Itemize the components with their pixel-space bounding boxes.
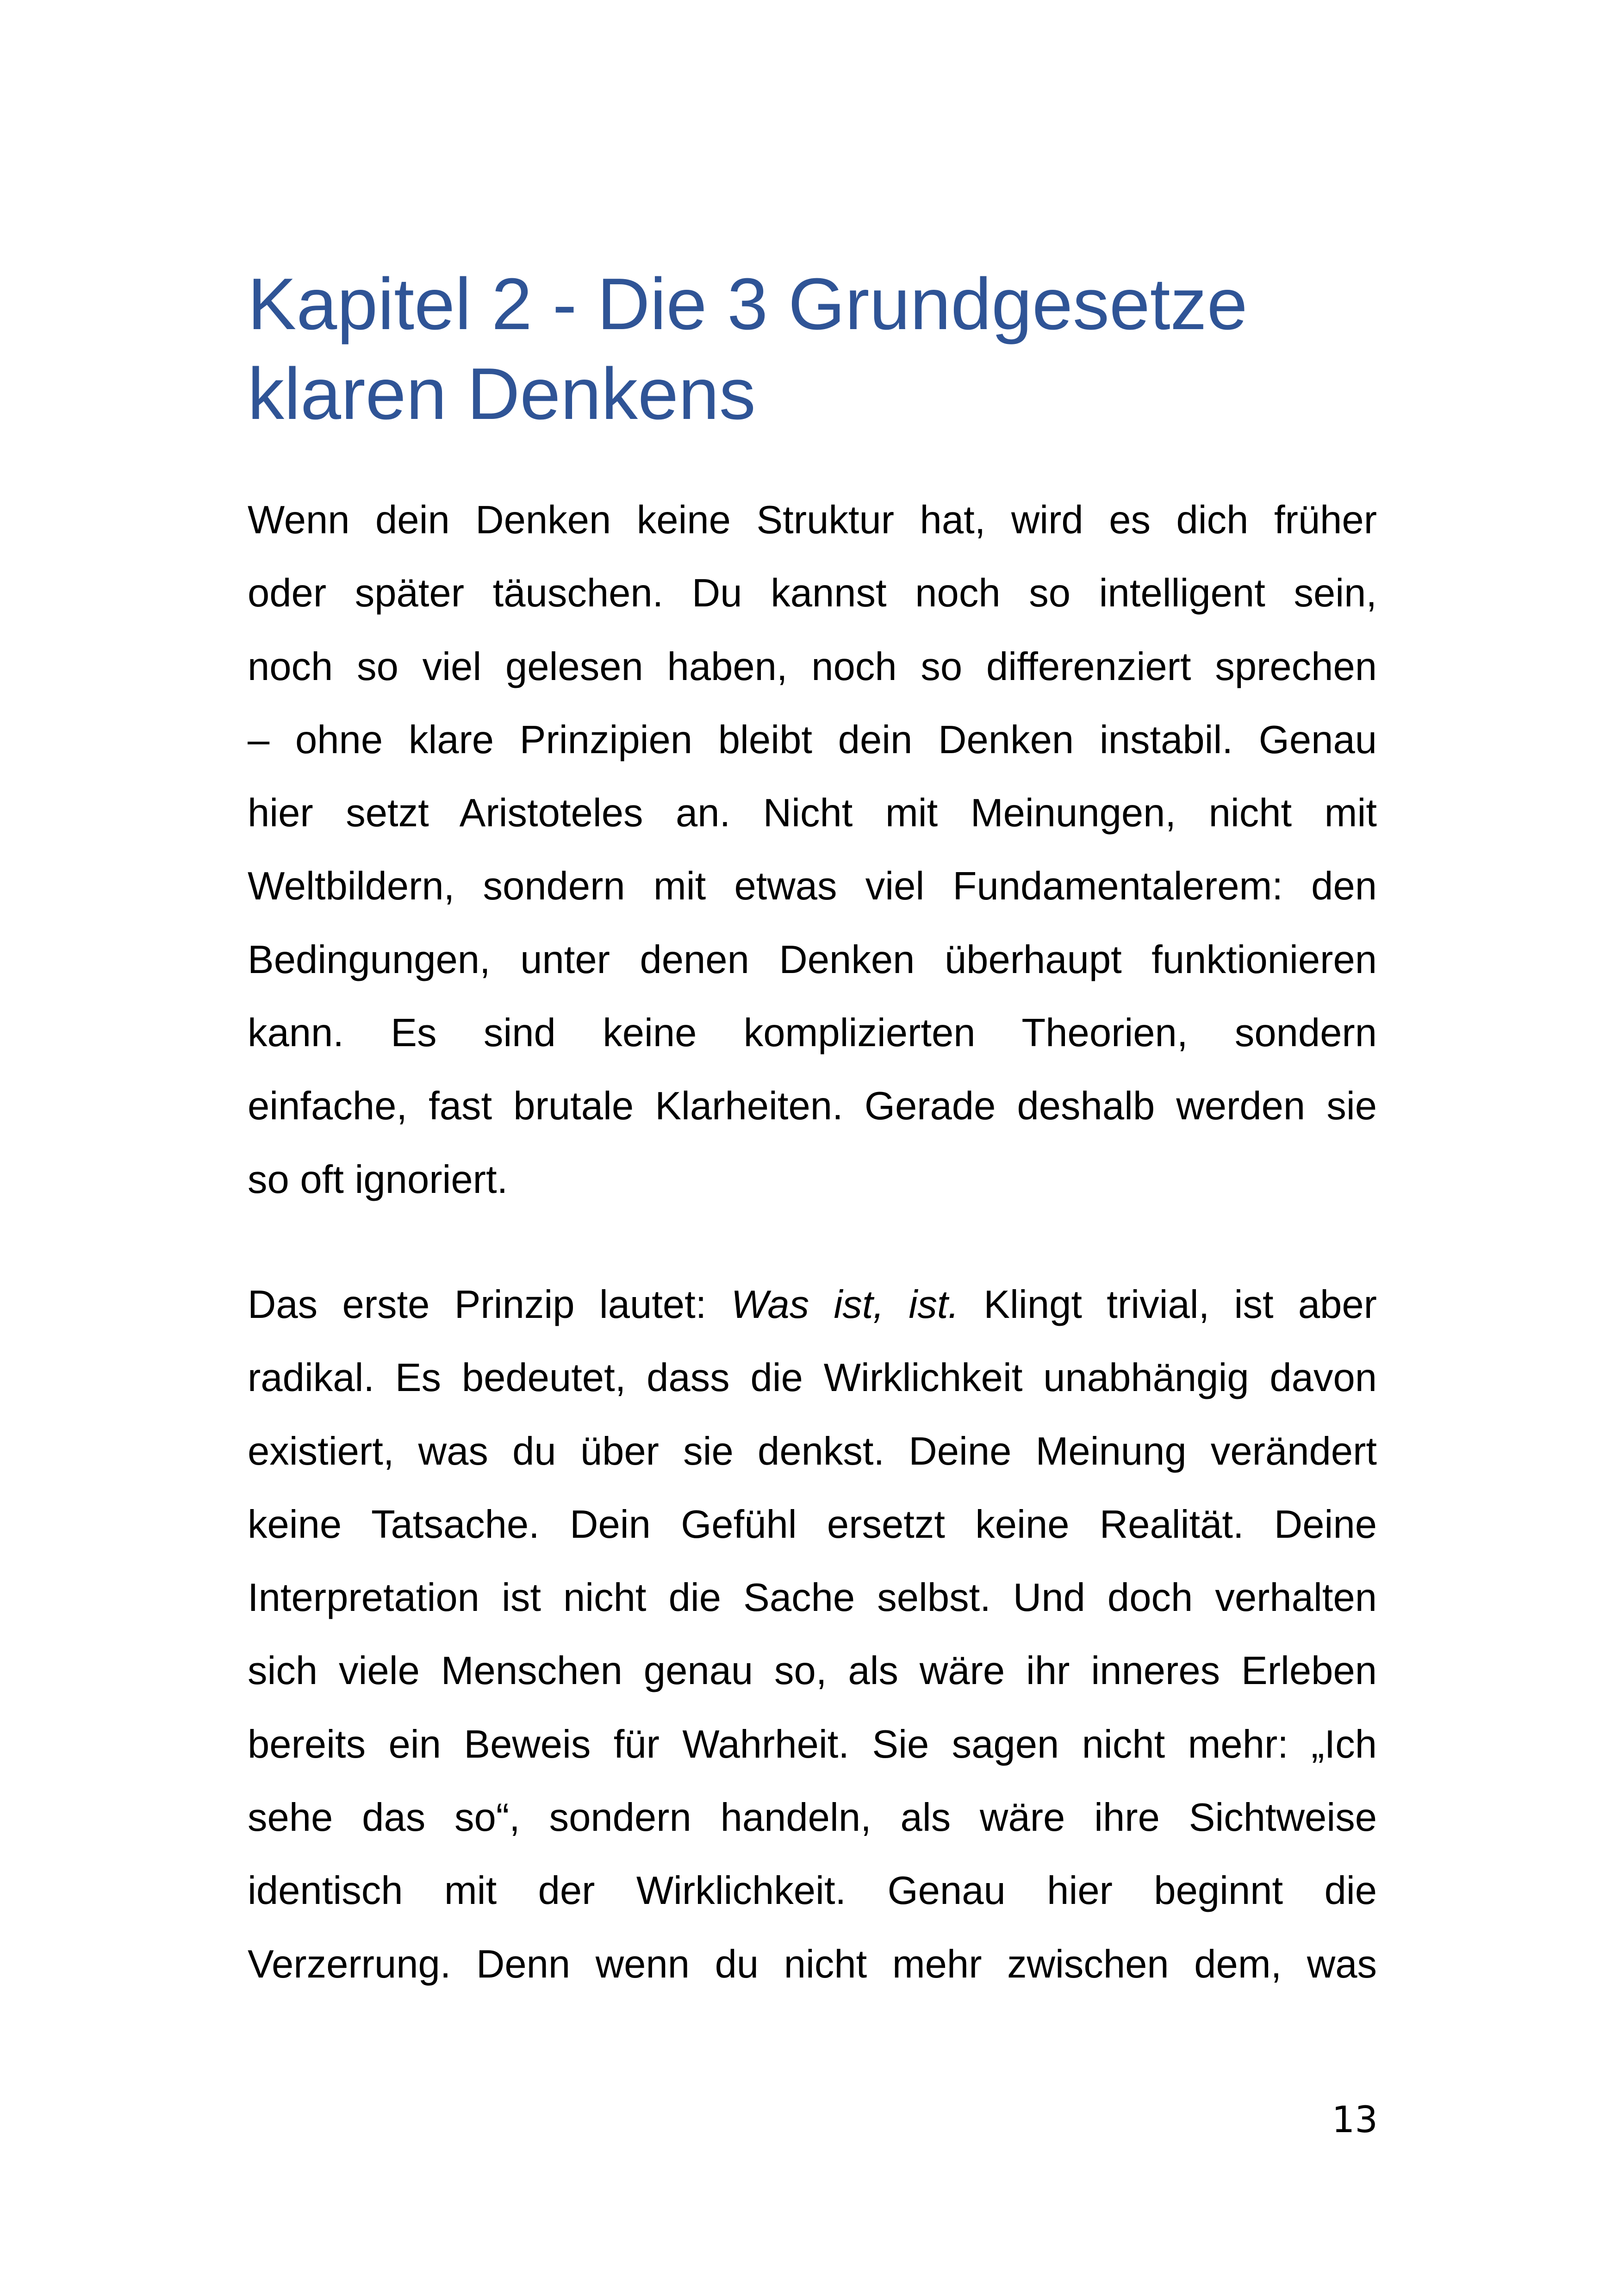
text-line: existiert, was du über sie denkst. Deine Meinung verändert	[248, 1429, 1377, 1473]
paragraph-1	[248, 484, 1377, 1217]
page-number: 13	[1332, 2099, 1378, 2141]
chapter-heading	[248, 259, 1382, 439]
text-line: radikal. Es bedeutet, dass die Wirklichkeit unabhängig davon	[248, 1356, 1377, 1400]
text-line: keine Tatsache. Dein Gefühl ersetzt keine Realität. Deine	[248, 1502, 1377, 1547]
text-line	[248, 1268, 1377, 1341]
text-line: – ohne klare Prinzipien bleibt dein Denken instabil. Genau	[248, 718, 1377, 762]
text-line: Verzerrung. Denn wenn du nicht mehr zwischen dem, was	[248, 1942, 1377, 1986]
text-line: Weltbildern, sondern mit etwas viel Fundamentalerem: den	[248, 864, 1377, 909]
text-run: Klingt trivial, ist aber	[959, 1283, 1377, 1327]
text-line: oder später täuschen. Du kannst noch so intelligent sein,	[248, 571, 1377, 616]
text-run: Das erste Prinzip lautet:	[248, 1283, 731, 1327]
paragraph-2	[248, 1268, 1377, 2001]
text-line: noch so viel gelesen haben, noch so differenziert sprechen	[248, 644, 1377, 689]
text-line: so oft ignoriert.	[248, 1157, 508, 1202]
text-line: kann. Es sind keine komplizierten Theorien, sondern	[248, 1011, 1377, 1055]
text-line: bereits ein Beweis für Wahrheit. Sie sagen nicht mehr: „Ich	[248, 1722, 1377, 1766]
text-line: sich viele Menschen genau so, als wäre ihr inneres Erleben	[248, 1649, 1377, 1693]
chapter-heading-line: klaren Denkens	[248, 353, 756, 435]
text-line: identisch mit der Wirklichkeit. Genau hier beginnt die	[248, 1869, 1377, 1913]
text-line: Bedingungen, unter denen Denken überhaupt funktionieren	[248, 937, 1377, 982]
text-line: Wenn dein Denken keine Struktur hat, wird es dich früher	[248, 498, 1377, 542]
text-line: hier setzt Aristoteles an. Nicht mit Meinungen, nicht mit	[248, 791, 1377, 836]
text-line: einfache, fast brutale Klarheiten. Gerade deshalb werden sie	[248, 1084, 1377, 1129]
chapter-heading-line: Kapitel 2 - Die 3 Grundgesetze	[248, 263, 1248, 345]
text-line: Interpretation ist nicht die Sache selbst. Und doch verhalten	[248, 1576, 1377, 1620]
text-line: sehe das so“, sondern handeln, als wäre ihre Sichtweise	[248, 1796, 1377, 1840]
emphasized-principle: Was ist, ist.	[731, 1283, 959, 1327]
